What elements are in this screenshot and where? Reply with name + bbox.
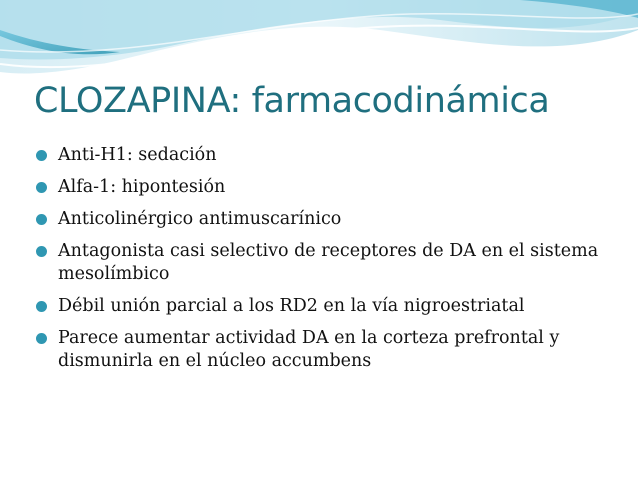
bullet-dot-icon: [36, 301, 47, 312]
bullet-dot-icon: [36, 246, 47, 257]
bullet-text: Débil unión parcial a los RD2 en la vía nigroestriatal: [58, 296, 525, 316]
bullet-text: Anti-H1: sedación: [58, 145, 217, 165]
bullet-item: [34, 327, 614, 373]
header-wave-decoration: [0, 0, 638, 80]
bullet-item: [34, 240, 614, 286]
bullet-list: [34, 144, 614, 382]
bullet-item: [34, 144, 614, 167]
bullet-dot-icon: [36, 214, 47, 225]
bullet-item: [34, 295, 614, 318]
bullet-dot-icon: [36, 182, 47, 193]
bullet-item: [34, 208, 614, 231]
bullet-dot-icon: [36, 333, 47, 344]
bullet-text: Alfa-1: hipontesión: [58, 177, 226, 197]
bullet-text: Anticolinérgico antimuscarínico: [58, 209, 342, 229]
bullet-text: Parece aumentar actividad DA en la corteza prefrontal y dismunirla en el núcleo accumbens: [58, 328, 560, 371]
bullet-text: Antagonista casi selectivo de receptores de DA en el sistema mesolímbico: [58, 241, 599, 284]
slide-title: CLOZAPINA: farmacodinámica: [34, 81, 550, 121]
bullet-dot-icon: [36, 150, 47, 161]
bullet-item: [34, 176, 614, 199]
